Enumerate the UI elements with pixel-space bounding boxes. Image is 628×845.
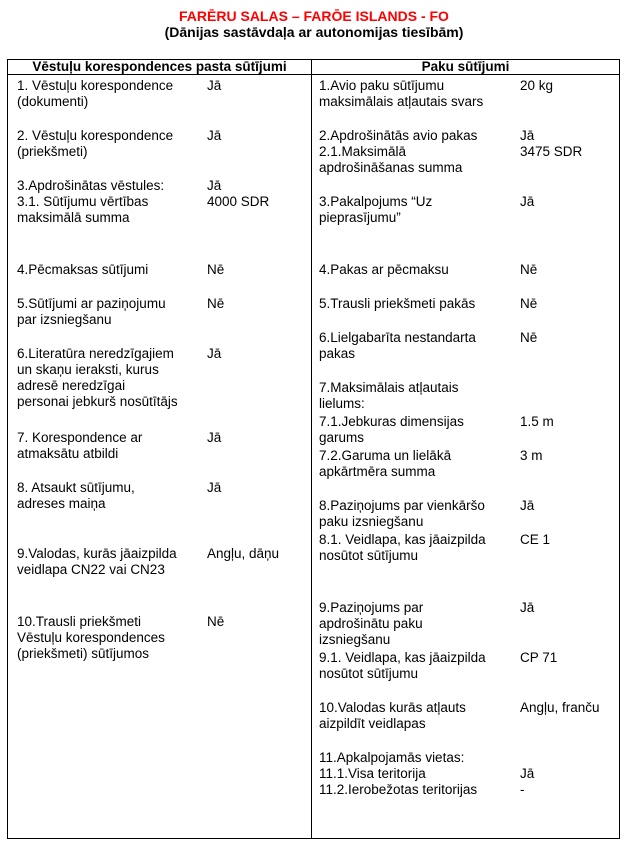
- left-row-5-value: Nē: [207, 296, 225, 311]
- right-row-13-label: nosūtot sūtījumu: [319, 666, 419, 681]
- right-row-13-value: CP 71: [520, 650, 558, 665]
- left-row-6-label: un skaņu ieraksti, kurus: [17, 362, 159, 377]
- left-row-7-label: atmaksātu atbildi: [17, 446, 119, 461]
- left-row-3-label: 3.Apdrošinātas vēstules:: [17, 178, 165, 193]
- left-row-7-label: 7. Korespondence ar: [17, 430, 143, 445]
- right-row-8-label: 7.1.Jebkuras dimensijas: [319, 414, 464, 429]
- left-row-6-label: adresē neredzīgai: [17, 378, 126, 393]
- services-table: [7, 59, 620, 839]
- right-row-2-value: 3475 SDR: [520, 144, 583, 159]
- right-row-9-label: 7.2.Garuma un lielākā: [319, 448, 452, 463]
- right-row-4-value: Nē: [520, 262, 538, 277]
- right-row-11-label: nosūtot sūtījumu: [319, 548, 419, 563]
- right-row-8-label: garums: [319, 430, 365, 445]
- right-row-11-label: 8.1. Veidlapa, kas jāaizpilda: [319, 532, 486, 547]
- left-row-1-label: 1. Vēstuļu korespondence: [17, 78, 174, 93]
- right-row-15-label: 11.2.Ierobežotas teritorijas: [319, 782, 478, 797]
- right-row-7-label: 7.Maksimālais atļautais: [319, 380, 459, 395]
- left-column-header: Vēstuļu korespondences pasta sūtījumi: [32, 59, 287, 74]
- left-row-4-label: 4.Pēcmaksas sūtījumi: [17, 262, 149, 277]
- left-row-6-value: Jā: [207, 346, 222, 361]
- right-row-6-label: 6.Lielgabarīta nestandarta: [319, 330, 476, 345]
- left-row-3-label: maksimālā summa: [17, 210, 130, 225]
- right-row-3-value: Jā: [520, 194, 535, 209]
- left-row-2-value: Jā: [207, 128, 222, 143]
- right-row-2-label: apdrošināšanas summa: [319, 160, 463, 175]
- left-row-2-label: 2. Vēstuļu korespondence: [17, 128, 174, 143]
- right-row-14-label: aizpildīt veidlapas: [319, 716, 426, 731]
- left-row-10-label: Vēstuļu korespondences: [17, 630, 165, 645]
- right-row-13-label: 9.1. Veidlapa, kas jāaizpilda: [319, 650, 486, 665]
- left-row-1-value: Jā: [207, 78, 222, 93]
- right-row-12-label: 9.Paziņojums par: [319, 600, 424, 615]
- right-row-9-label: apkārtmēra summa: [319, 464, 436, 479]
- column-divider: [311, 60, 312, 838]
- left-row-8-label: adreses maiņa: [17, 496, 106, 511]
- left-row-1-label: (dokumenti): [17, 94, 89, 109]
- right-row-10-value: Jā: [520, 498, 535, 513]
- right-row-1-label: maksimālais atļautais svars: [319, 94, 484, 109]
- right-row-7-label: lielums:: [319, 396, 365, 411]
- left-row-3-value: Jā: [207, 178, 222, 193]
- page-title: FARĒRU SALAS – FARŌE ISLANDS - FO: [179, 8, 449, 24]
- right-row-6-value: Nē: [520, 330, 538, 345]
- left-row-8-value: Jā: [207, 480, 222, 495]
- right-row-8-value: 1.5 m: [520, 414, 554, 429]
- right-row-12-label: apdrošinātu paku: [319, 616, 423, 631]
- left-row-9-label: 9.Valodas, kurās jāaizpilda: [17, 546, 177, 561]
- right-row-11-value: CE 1: [520, 532, 551, 547]
- left-row-3-label: 3.1. Sūtījumu vērtības: [17, 194, 149, 209]
- right-row-14-label: 10.Valodas kurās atļauts: [319, 700, 466, 715]
- left-row-10-value: Nē: [207, 614, 225, 629]
- right-row-15-value: Jā: [520, 766, 535, 781]
- left-row-2-label: (priekšmeti): [17, 144, 88, 159]
- right-row-3-label: pieprasījumu”: [319, 210, 401, 225]
- right-row-1-value: 20 kg: [520, 78, 554, 93]
- right-row-4-label: 4.Pakas ar pēcmaksu: [319, 262, 449, 277]
- left-row-8-label: 8. Atsaukt sūtījumu,: [17, 480, 135, 495]
- right-row-5-value: Nē: [520, 296, 538, 311]
- left-row-4-value: Nē: [207, 262, 225, 277]
- right-column-header: Paku sūtījumi: [421, 59, 510, 74]
- right-row-6-label: pakas: [319, 346, 356, 361]
- right-row-3-label: 3.Pakalpojums “Uz: [319, 194, 433, 209]
- left-row-9-label: veidlapa CN22 vai CN23: [17, 562, 165, 577]
- right-row-15-label: 11.1.Visa teritorija: [319, 766, 426, 781]
- right-row-15-value: -: [520, 782, 525, 797]
- left-row-3-value: 4000 SDR: [207, 194, 270, 209]
- page-subtitle: (Dānijas sastāvdaļa ar autonomijas tiesībām): [164, 24, 464, 40]
- right-row-12-value: Jā: [520, 600, 535, 615]
- right-row-12-label: izsniegšanu: [319, 632, 391, 647]
- left-row-5-label: par izsniegšanu: [17, 312, 112, 327]
- left-row-10-label: 10.Trausli priekšmeti: [17, 614, 142, 629]
- right-row-14-value: Angļu, franču: [520, 700, 600, 715]
- right-row-2-label: 2.Apdrošinātās avio pakas: [319, 128, 478, 143]
- left-row-6-label: personai jebkurš nosūtītājs: [17, 394, 178, 409]
- left-row-10-label: (priekšmeti) sūtījumos: [17, 646, 150, 661]
- header-divider: [8, 74, 619, 75]
- right-row-1-label: 1.Avio paku sūtījumu: [319, 78, 445, 93]
- right-row-2-value: Jā: [520, 128, 535, 143]
- left-row-6-label: 6.Literatūra neredzīgajiem: [17, 346, 174, 361]
- right-row-5-label: 5.Trausli priekšmeti pakās: [319, 296, 476, 311]
- right-row-10-label: 8.Paziņojums par vienkāršo: [319, 498, 485, 513]
- left-row-7-value: Jā: [207, 430, 222, 445]
- right-row-2-label: 2.1.Maksimālā: [319, 144, 407, 159]
- right-row-15-label: 11.Apkalpojamās vietas:: [319, 750, 465, 765]
- left-row-5-label: 5.Sūtījumi ar paziņojumu: [17, 296, 166, 311]
- right-row-9-value: 3 m: [520, 448, 543, 463]
- left-row-9-value: Angļu, dāņu: [207, 546, 280, 561]
- right-row-10-label: paku izsniegšanu: [319, 514, 424, 529]
